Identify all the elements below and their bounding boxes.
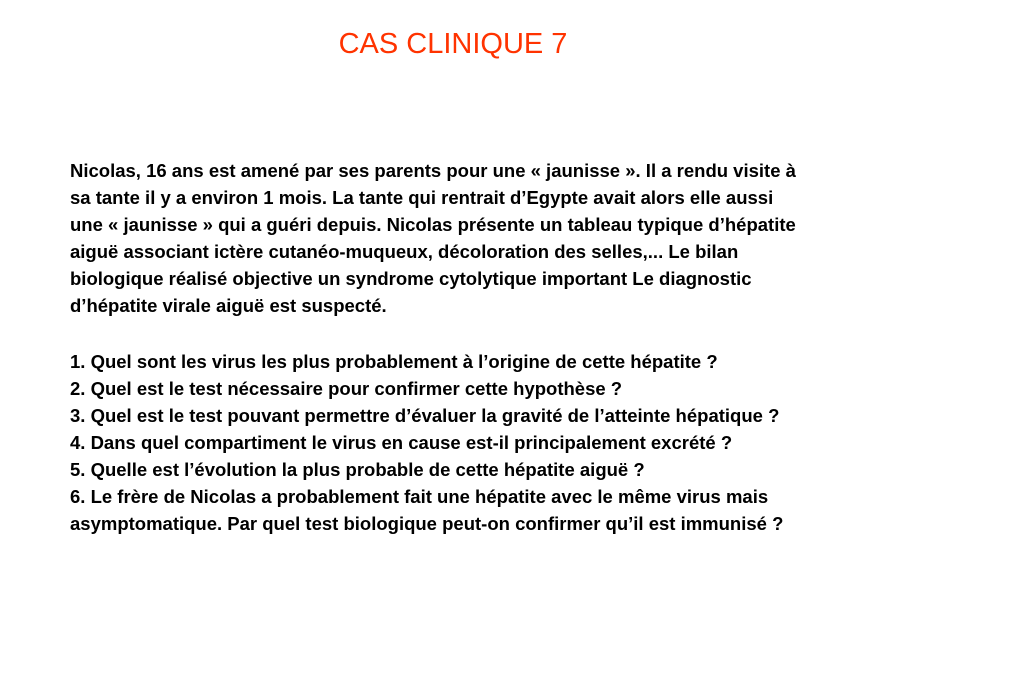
case-line: Nicolas, 16 ans est amené par ses parents pour une « jaunisse ». Il a rendu visite à [70,160,796,181]
question-line: 4. Dans quel compartiment le virus en cause est-il principalement excrété ? [70,432,733,453]
case-line: d’hépatite virale aiguë est suspecté. [70,295,387,316]
question-line: 2. Quel est le test nécessaire pour confirmer cette hypothèse ? [70,378,623,399]
case-line: aiguë associant ictère cutanéo-muqueux, décoloration des selles,... Le bilan [70,241,739,262]
case-line: sa tante il y a environ 1 mois. La tante qui rentrait d’Egypte avait alors elle aussi [70,187,774,208]
question-line: asymptomatique. Par quel test biologique peut-on confirmer qu’il est immunisé ? [70,513,784,534]
case-line: une « jaunisse » qui a guéri depuis. Nicolas présente un tableau typique d’hépatite [70,214,796,235]
slide-title: CAS CLINIQUE 7 [338,28,568,60]
question-line: 6. Le frère de Nicolas a probablement fait une hépatite avec le même virus mais [70,486,769,507]
question-line: 1. Quel sont les virus les plus probablement à l’origine de cette hépatite ? [70,351,718,372]
case-description [70,157,970,319]
question-list [70,348,970,537]
question-line: 5. Quelle est l’évolution la plus probable de cette hépatite aiguë ? [70,459,645,480]
question-line: 3. Quel est le test pouvant permettre d’évaluer la gravité de l’atteinte hépatique ? [70,405,780,426]
case-line: biologique réalisé objective un syndrome cytolytique important Le diagnostic [70,268,752,289]
